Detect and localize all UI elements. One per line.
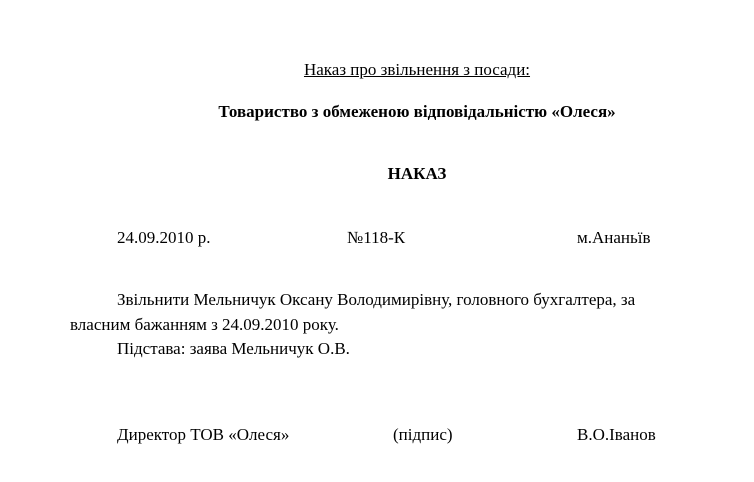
signature-placeholder: (підпис) xyxy=(393,425,453,444)
order-number: №118-К xyxy=(347,228,406,247)
company-name: Товариство з обмеженою відповідальністю «Олеся» xyxy=(218,102,616,121)
order-title: НАКАЗ xyxy=(387,164,447,183)
signatory-name: В.О.Іванов xyxy=(577,425,656,444)
basis-line: Підстава: заява Мельничук О.В. xyxy=(117,339,350,358)
order-heading: Наказ про звільнення з посади: xyxy=(303,60,531,79)
order-place: м.Ананьїв xyxy=(577,228,651,247)
order-date: 24.09.2010 р. xyxy=(117,228,211,247)
body-line-1: Звільнити Мельничук Оксану Володимирівну, головного бухгалтера, за xyxy=(117,290,636,309)
signatory-position: Директор ТОВ «Олеся» xyxy=(117,425,290,444)
body-line-2: власним бажанням з 24.09.2010 року. xyxy=(70,315,339,334)
